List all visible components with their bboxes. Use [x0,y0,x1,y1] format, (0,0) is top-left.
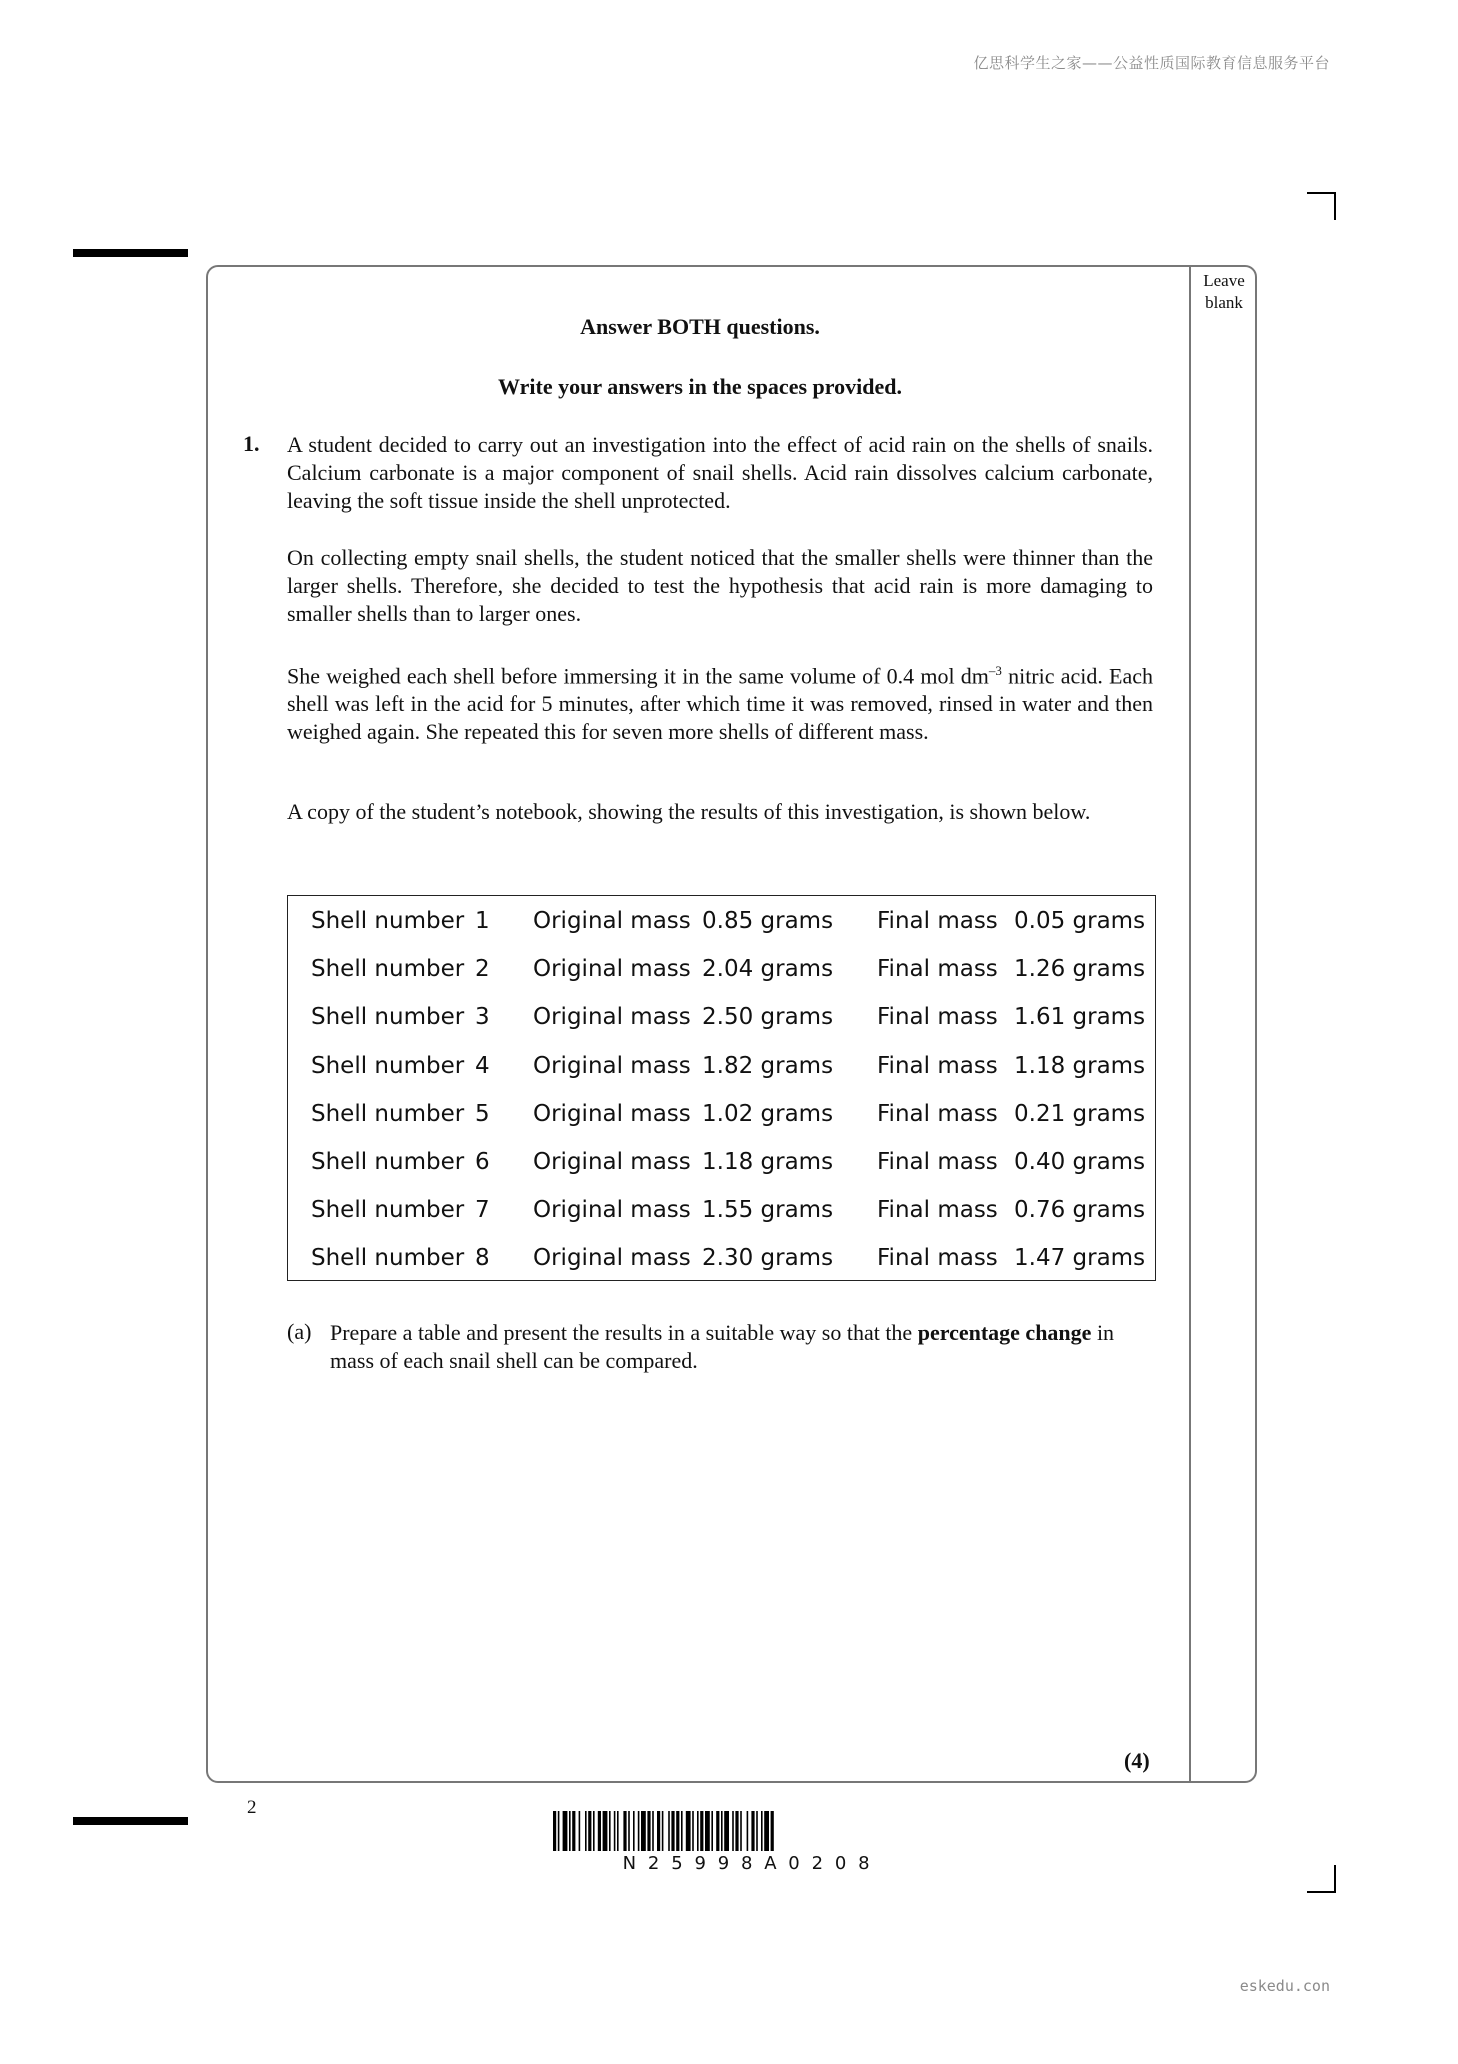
instruction-heading: Answer BOTH questions. [580,314,820,339]
barcode-bar [598,1811,601,1851]
original-mass-value [702,1197,833,1223]
question-number: 1. [243,431,260,456]
original-mass-unit: grams [760,1197,834,1224]
crop-mark-bottom-h [1307,1891,1335,1893]
barcode-icon [553,1811,951,1851]
question-paragraph-4: A copy of the student’s notebook, showing the results of this investigation, is shown below. [287,799,1091,824]
barcode-bar [700,1811,703,1851]
original-mass-label: Original mass [533,1052,691,1079]
leave-blank-label [1193,270,1255,314]
original-mass-number: 2.50 [702,1004,754,1031]
barcode-bar [676,1811,679,1851]
final-mass-unit: grams [1072,1052,1146,1079]
original-mass-value [702,1101,833,1127]
shell-number: 7 [475,1197,490,1224]
shell-number: 5 [475,1100,490,1127]
notebook-row [288,994,1155,1042]
shell-label: Shell number [311,908,465,934]
original-mass-value [702,1245,833,1271]
final-mass-label: Final mass [877,1004,998,1031]
final-mass-label: Final mass [877,1052,998,1079]
question-paragraph-2: On collecting empty snail shells, the student noticed that the smaller shells were thinner than the larger shells. Therefore, she decided to test the hypothesis that acid rain is more damaging to smaller shells than to larger ones. [287,545,1153,626]
shell-number: 6 [475,1149,490,1175]
original-mass-number: 0.85 [702,908,754,934]
original-mass-label: Original mass [533,908,691,934]
para3-start: She weighed each shell before immersing it in the same volume of 0.4 mol dm [287,663,989,689]
original-mass-number: 1.55 [702,1197,754,1224]
para3-superscript: –3 [988,663,1002,678]
original-mass-label: Original mass [533,1100,691,1127]
barcode-bar [553,1811,556,1851]
leave-blank-line2: blank [1205,293,1243,312]
final-mass-value [1014,908,1145,934]
question-paragraph-3 [287,657,1153,746]
barcode-bar [657,1811,660,1851]
original-mass-unit: grams [760,1149,834,1175]
crop-mark-top-h [1307,192,1335,194]
para3-end: nitric acid. Each shell was left in the acid for 5 minutes, after which time it was removed, rinsed in water and then weighed again. She repeated this for seven more shells of different mass. [287,663,1153,745]
part-a-text-before: Prepare a table and present the results in a suitable way so that the [330,1320,918,1345]
original-mass-value [702,908,833,934]
final-mass-value [1014,1245,1145,1271]
part-a-text [330,1319,1153,1375]
notebook-row [288,1187,1155,1235]
crop-mark-bottom-v [1334,1865,1336,1893]
barcode-bar [588,1811,591,1851]
final-mass-unit: grams [1072,1100,1146,1127]
student-notebook-box [287,895,1156,1281]
barcode-bar [633,1811,635,1851]
barcode-bar [771,1811,774,1851]
notebook-row [288,1139,1155,1187]
final-mass-number: 0.76 [1014,1197,1066,1224]
barcode-bar [681,1811,683,1851]
barcode-bar [747,1811,749,1851]
barcode-bar [732,1811,734,1851]
original-mass-number: 2.04 [702,956,754,983]
barcode-bar [638,1811,640,1851]
barcode-bar [686,1811,691,1851]
barcode-bar [617,1811,619,1851]
instruction-subheading: Write your answers in the spaces provided. [498,374,902,399]
original-mass-unit: grams [760,1100,834,1127]
header-note: 亿思科学生之家——公益性质国际教育信息服务平台 [973,54,1330,72]
barcode-bar [668,1811,670,1851]
final-mass-unit: grams [1072,1004,1146,1031]
final-mass-unit: grams [1072,1245,1146,1272]
notebook-row [288,1091,1155,1139]
final-mass-label: Final mass [877,1197,998,1224]
final-mass-number: 1.18 [1014,1052,1066,1079]
notebook-row [288,898,1155,946]
barcode-bar [572,1811,575,1851]
original-mass-number: 1.82 [702,1052,754,1079]
final-mass-label: Final mass [877,908,998,934]
final-mass-label: Final mass [877,956,998,983]
barcode-bar [614,1811,616,1851]
barcode-bar [751,1811,754,1851]
barcode-bar [563,1811,568,1851]
part-a-text-after: in mass of each snail shell can be compared. [330,1320,1115,1373]
final-mass-value [1014,1053,1145,1079]
original-mass-unit: grams [760,1052,834,1079]
barcode-bar [628,1811,630,1851]
final-mass-value [1014,1149,1145,1175]
barcode-bar [558,1811,560,1851]
barcode-bar [761,1811,763,1851]
barcode-bar [711,1811,713,1851]
leave-blank-column-divider [1189,265,1191,1783]
final-mass-number: 0.21 [1014,1100,1066,1127]
notebook-row [288,946,1155,994]
barcode-bar [764,1811,769,1851]
shell-label: Shell number [311,1149,465,1175]
final-mass-value [1014,1101,1145,1127]
registration-bar-top [73,249,188,257]
shell-number: 3 [475,1004,490,1031]
final-mass-value [1014,1004,1145,1030]
barcode-bar [662,1811,664,1851]
original-mass-number: 1.02 [702,1100,754,1127]
barcode-text: N25998A0208 [622,1853,882,1874]
barcode-bar [641,1811,646,1851]
shell-number: 8 [475,1245,490,1272]
original-mass-number: 2.30 [702,1245,754,1272]
barcode-bar [697,1811,699,1851]
final-mass-value [1014,1197,1145,1223]
barcode-bar [623,1811,626,1851]
notebook-row [288,1043,1155,1091]
footer-site: eskedu.con [1239,1977,1330,1995]
barcode-bar [579,1811,581,1851]
barcode-bar [609,1811,611,1851]
final-mass-unit: grams [1072,908,1146,934]
barcode-bar [716,1811,719,1851]
barcode-bar [647,1811,650,1851]
final-mass-number: 0.40 [1014,1149,1066,1175]
barcode-bar [735,1811,738,1851]
part-a-label: (a) [287,1319,312,1344]
notebook-row [288,1235,1155,1283]
barcode-bar [671,1811,674,1851]
barcode-bar [593,1811,595,1851]
original-mass-unit: grams [760,1245,834,1272]
final-mass-unit: grams [1072,1197,1146,1224]
crop-mark-top-v [1334,192,1336,220]
final-mass-number: 0.05 [1014,908,1066,934]
shell-label: Shell number [311,1100,465,1127]
final-mass-number: 1.26 [1014,956,1066,983]
final-mass-label: Final mass [877,1245,998,1272]
shell-number: 4 [475,1052,490,1079]
registration-bar-bottom [73,1817,188,1825]
original-mass-value [702,1149,833,1175]
shell-label: Shell number [311,1052,465,1079]
shell-label: Shell number [311,956,465,983]
original-mass-unit: grams [760,956,834,983]
barcode-bar [585,1811,587,1851]
shell-number: 1 [475,908,490,934]
barcode-bar [603,1811,608,1851]
original-mass-unit: grams [760,1004,834,1031]
final-mass-number: 1.47 [1014,1245,1066,1272]
shell-label: Shell number [311,1004,465,1031]
marks-label: (4) [1124,1748,1150,1773]
original-mass-value [702,1053,833,1079]
barcode-bar [724,1811,729,1851]
part-a-text-bold: percentage change [917,1320,1092,1345]
original-mass-value [702,956,833,982]
original-mass-number: 1.18 [702,1149,754,1175]
barcode-bar [756,1811,758,1851]
shell-label: Shell number [311,1245,465,1272]
question-paragraph-1: A student decided to carry out an investigation into the effect of acid rain on the shells of snails. Calcium carbonate is a major component of snail shells. Acid rain dissolves calcium carbonate, leaving the soft tissue inside the shell unprotected. [287,432,1153,513]
shell-label: Shell number [311,1197,465,1224]
final-mass-number: 1.61 [1014,1004,1066,1031]
barcode-bar [692,1811,694,1851]
final-mass-label: Final mass [877,1100,998,1127]
final-mass-label: Final mass [877,1149,998,1175]
page-number: 2 [247,1797,257,1818]
original-mass-label: Original mass [533,1149,691,1175]
original-mass-unit: grams [760,908,834,934]
original-mass-label: Original mass [533,1245,691,1272]
barcode-bar [705,1811,710,1851]
original-mass-value [702,1004,833,1030]
original-mass-label: Original mass [533,1004,691,1031]
original-mass-label: Original mass [533,1197,691,1224]
leave-blank-line1: Leave [1203,271,1245,290]
final-mass-unit: grams [1072,956,1146,983]
barcode-bar [740,1811,742,1851]
shell-number: 2 [475,956,490,983]
final-mass-unit: grams [1072,1149,1146,1175]
barcode-bar [721,1811,723,1851]
barcode-bar [652,1811,654,1851]
barcode-bar [569,1811,571,1851]
final-mass-value [1014,956,1145,982]
original-mass-label: Original mass [533,956,691,983]
